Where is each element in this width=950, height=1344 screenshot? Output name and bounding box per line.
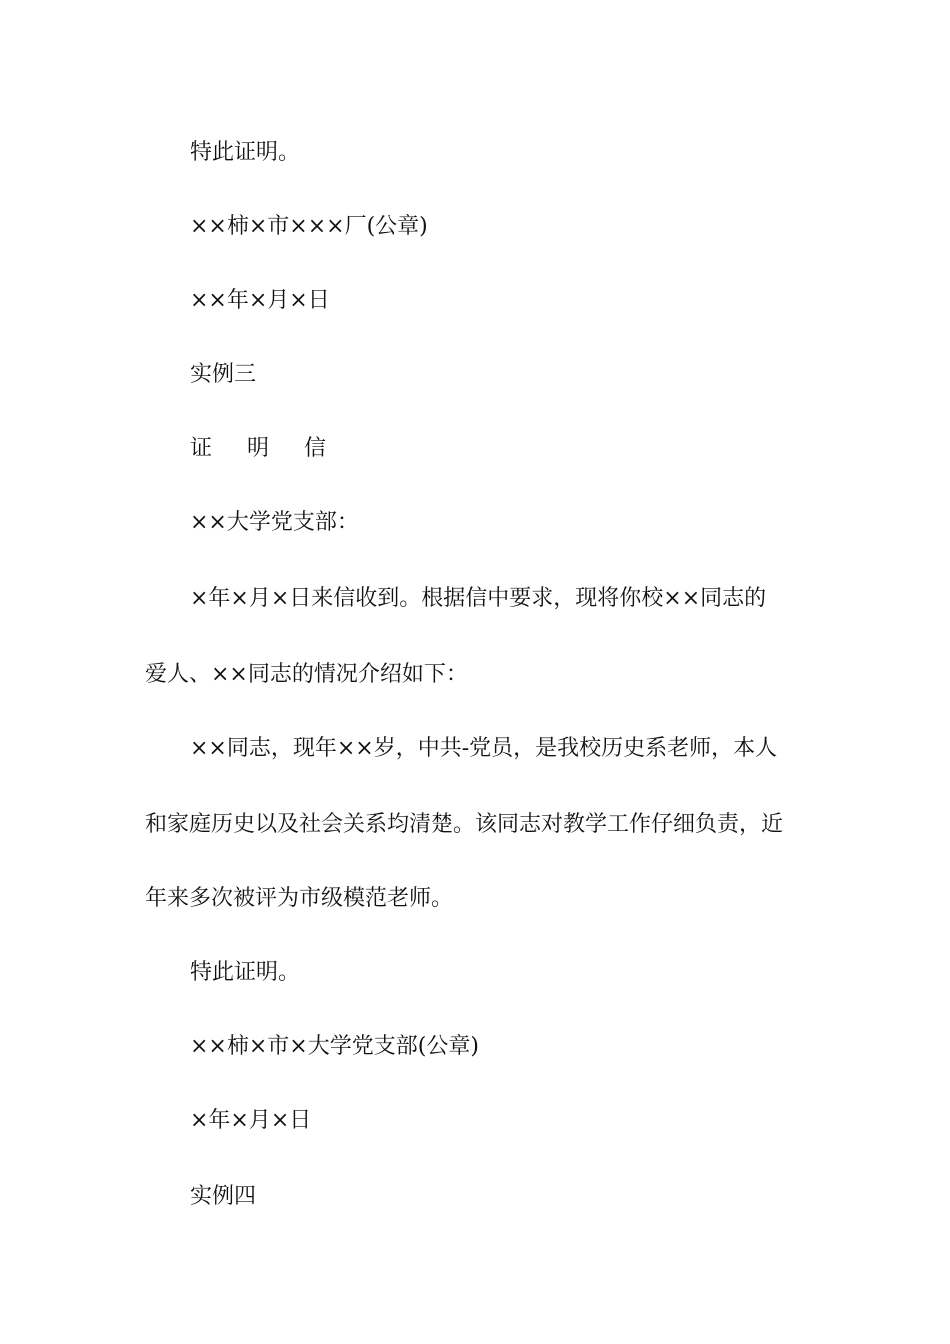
recipient-line: ××大学党支部：: [190, 510, 359, 535]
date-line-1: ××年×月×日: [190, 288, 330, 313]
letter-title: 证 明 信: [190, 436, 340, 461]
body-paragraph-1-line-1: ×年×月×日来信收到。根据信中要求，现将你校××同志的: [190, 586, 767, 611]
closing-line-2: 特此证明。: [190, 960, 301, 985]
closing-line-1: 特此证明。: [190, 140, 301, 165]
seal-line-2: ××柿×市×大学党支部(公章): [190, 1034, 479, 1059]
body-paragraph-2-line-3: 年来多次被评为市级模范老师。: [145, 886, 454, 911]
date-line-2: ×年×月×日: [190, 1108, 312, 1133]
body-paragraph-1-line-2: 爱人、××同志的情况介绍如下：: [145, 662, 468, 687]
body-paragraph-2-line-1: ××同志，现年××岁，中共-党员，是我校历史系老师，本人: [190, 736, 778, 761]
body-paragraph-2-line-2: 和家庭历史以及社会关系均清楚。该同志对教学工作仔细负责，近: [145, 812, 784, 837]
seal-line-1: ××柿×市×××厂(公章): [190, 214, 428, 239]
section-title-3: 实例三: [190, 362, 257, 387]
section-title-4: 实例四: [190, 1184, 257, 1209]
